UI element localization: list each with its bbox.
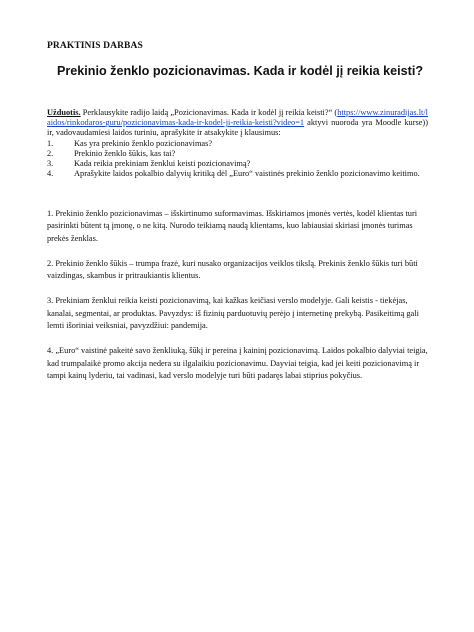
question-number: 2. xyxy=(47,148,54,158)
task-label: Užduotis. xyxy=(47,108,81,117)
answer-paragraph: 3. Prekiniam ženklui reikia keisti pozicionavimą, kai kažkas keičiasi verslo modelyje. Gali keistis - tiekėjas, kanalai, segmentai, ar produktas. Pavyzdys: iš fizinių parduotuvių perėjo į internetinę prekybą. Pasikeitimą gali lemti išoriniai veiksniai, pavyzdžiui: pandemija. xyxy=(47,296,419,331)
question-number: 3. xyxy=(47,159,54,169)
question-list xyxy=(47,139,428,180)
answer-paragraph: 2. Prekinio ženklo šūkis – trumpa frazė, kuri nusako organizacijos veiklos tikslą. Prekinis ženklo šūkis turi būti vaizdingas, skambus ir pritraukiantis klientus. xyxy=(47,258,418,281)
answers-block xyxy=(47,208,428,395)
question-item xyxy=(47,139,428,149)
task-text-before-link: Perklausykite radijo laidą „Pozicionavimas. Kada ir kodėl jį reikia keisti?“ ( xyxy=(80,108,338,117)
question-text: Kada reikia prekiniam ženklui keisti pozicionavimą? xyxy=(74,159,251,169)
radio-show-link[interactable]: https://www.zinuradijas.lt/laidos/rinkodaros-guru/pozicionavimas-kada-ir-kodel-ji-reikia-keisti?video=1 xyxy=(47,108,428,128)
answer-paragraph: 4. „Euro“ vaistinė pakeitė savo ženkliuką, šūkį ir pereina į kaininį pozicionavimą. Laidos pokalbio dalyviai teigia, kad trumpalaikė promo akcija nedera su ilgalaikiu pozicionavimu. Dayviai teigia, kad jei keiti pozicionavimą ir tampi kainų lyderiu, tai vadinasi, kad verslo modelyje turi būti padaręs labai stiprius pokyčius. xyxy=(47,346,428,380)
question-text: Prekinio ženklo šūkis, kas tai? xyxy=(74,148,176,158)
question-text: Aprašykite laidos pokalbio dalyvių kritiką dėl „Euro“ vaistinės prekinio ženklo pozicionavimo keitimo. xyxy=(74,169,420,179)
answer-paragraph: 1. Prekinio ženklo pozicionavimas – išskirtinumo suformavimas. Išskiriamos įmonės vertės, kodėl klientas turi pasirinkti būtent tą įmonę, o ne kitą. Nurodo teikiamą naudą klientams, kuo labiausiai skiriasi įmonės turimas prekės ženklas. xyxy=(47,209,418,243)
task-intro xyxy=(47,108,428,139)
question-number: 1. xyxy=(47,138,54,148)
question-number: 4. xyxy=(47,169,54,179)
task-block xyxy=(47,108,428,179)
section-heading: PRAKTINIS DARBAS xyxy=(47,41,143,51)
page-title: Prekinio ženklo pozicionavimas. Kada ir kodėl jį reikia keisti? xyxy=(56,64,424,78)
question-item xyxy=(47,149,428,159)
question-text: Kas yra prekinio ženklo pozicionavimas? xyxy=(74,138,213,148)
question-item xyxy=(47,169,428,179)
question-item xyxy=(47,159,428,169)
task-text-after-link: aktyvi nuoroda yra Moodle kurse)) ir, vadovaudamiesi laidos turiniu, aprašykite ir atsakykite į klausimus: xyxy=(47,118,428,138)
